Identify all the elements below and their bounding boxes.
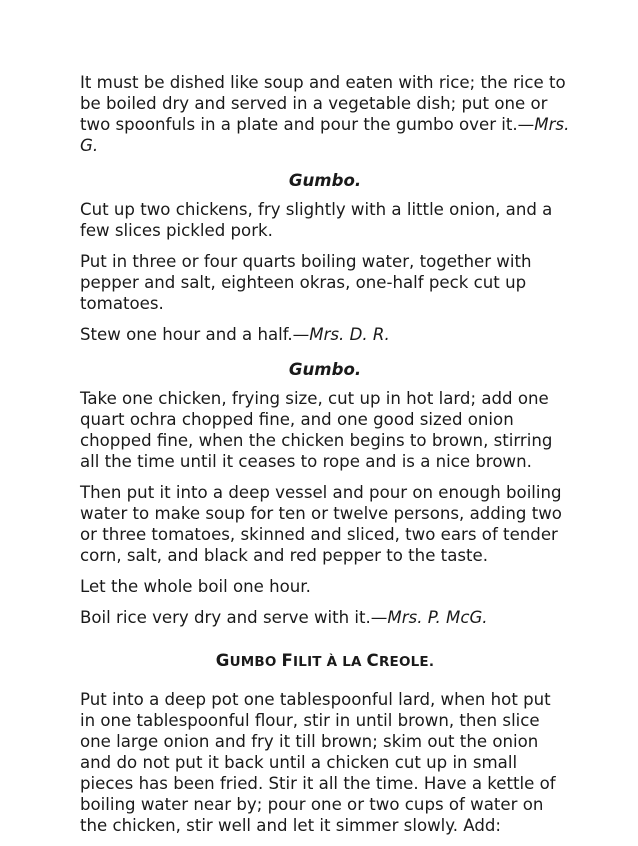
paragraph-stew bbox=[80, 324, 570, 345]
paragraph: Take one chicken, frying size, cut up in hot lard; add one quart ochra chopped fine, and one good sized onion chopped fine, when the chicken begins to brown, stirring all the time until it ceases to rope and is a nice brown. bbox=[80, 389, 553, 471]
signature: Mrs. G. bbox=[80, 115, 570, 155]
paragraph-text: It must be dished like soup and eaten with rice; the rice to be boiled dry and served in a vegetable dish; put one or two spoonfuls in a plate and pour the gumbo over it.— bbox=[80, 73, 566, 134]
paragraph: Put in three or four quarts boiling water, together with pepper and salt, eighteen okras, one-half peck cut up tomatoes. bbox=[80, 252, 532, 313]
signature: Mrs. D. R. bbox=[309, 325, 390, 344]
document-page bbox=[80, 72, 570, 846]
paragraph: Then put it into a deep vessel and pour on enough boiling water to make soup for ten or twelve persons, adding two or three tomatoes, skinned and sliced, two ears of tender corn, salt, and black and red pepper to the taste. bbox=[80, 483, 562, 565]
paragraph-dishing bbox=[80, 72, 570, 156]
recipe-heading-small-caps: GUMBO FILIT À LA CREOLE. bbox=[215, 651, 435, 670]
paragraph-text: Boil rice very dry and serve with it.— bbox=[80, 608, 388, 627]
paragraph: Let the whole boil one hour. bbox=[80, 577, 311, 596]
recipe-heading: Gumbo. bbox=[288, 171, 362, 190]
paragraph: Cut up two chickens, fry slightly with a little onion, and a few slices pickled pork. bbox=[80, 200, 553, 240]
recipe-heading: Gumbo. bbox=[288, 360, 362, 379]
paragraph-serve bbox=[80, 607, 570, 628]
paragraph-text: Stew one hour and a half.— bbox=[80, 325, 310, 344]
paragraph: Put into a deep pot one tablespoonful lard, when hot put in one tablespoonful flour, stir in until brown, then slice one large onion and fry it till brown; skim out the onion and do not put it back until a chicken cut up in small pieces has been fried. Stir it all the time. Have a kettle of boiling water near by; pour one or two cups of water on the chicken, stir well and let it simmer slowly. Add: bbox=[80, 690, 556, 835]
signature: Mrs. P. McG. bbox=[387, 608, 488, 627]
